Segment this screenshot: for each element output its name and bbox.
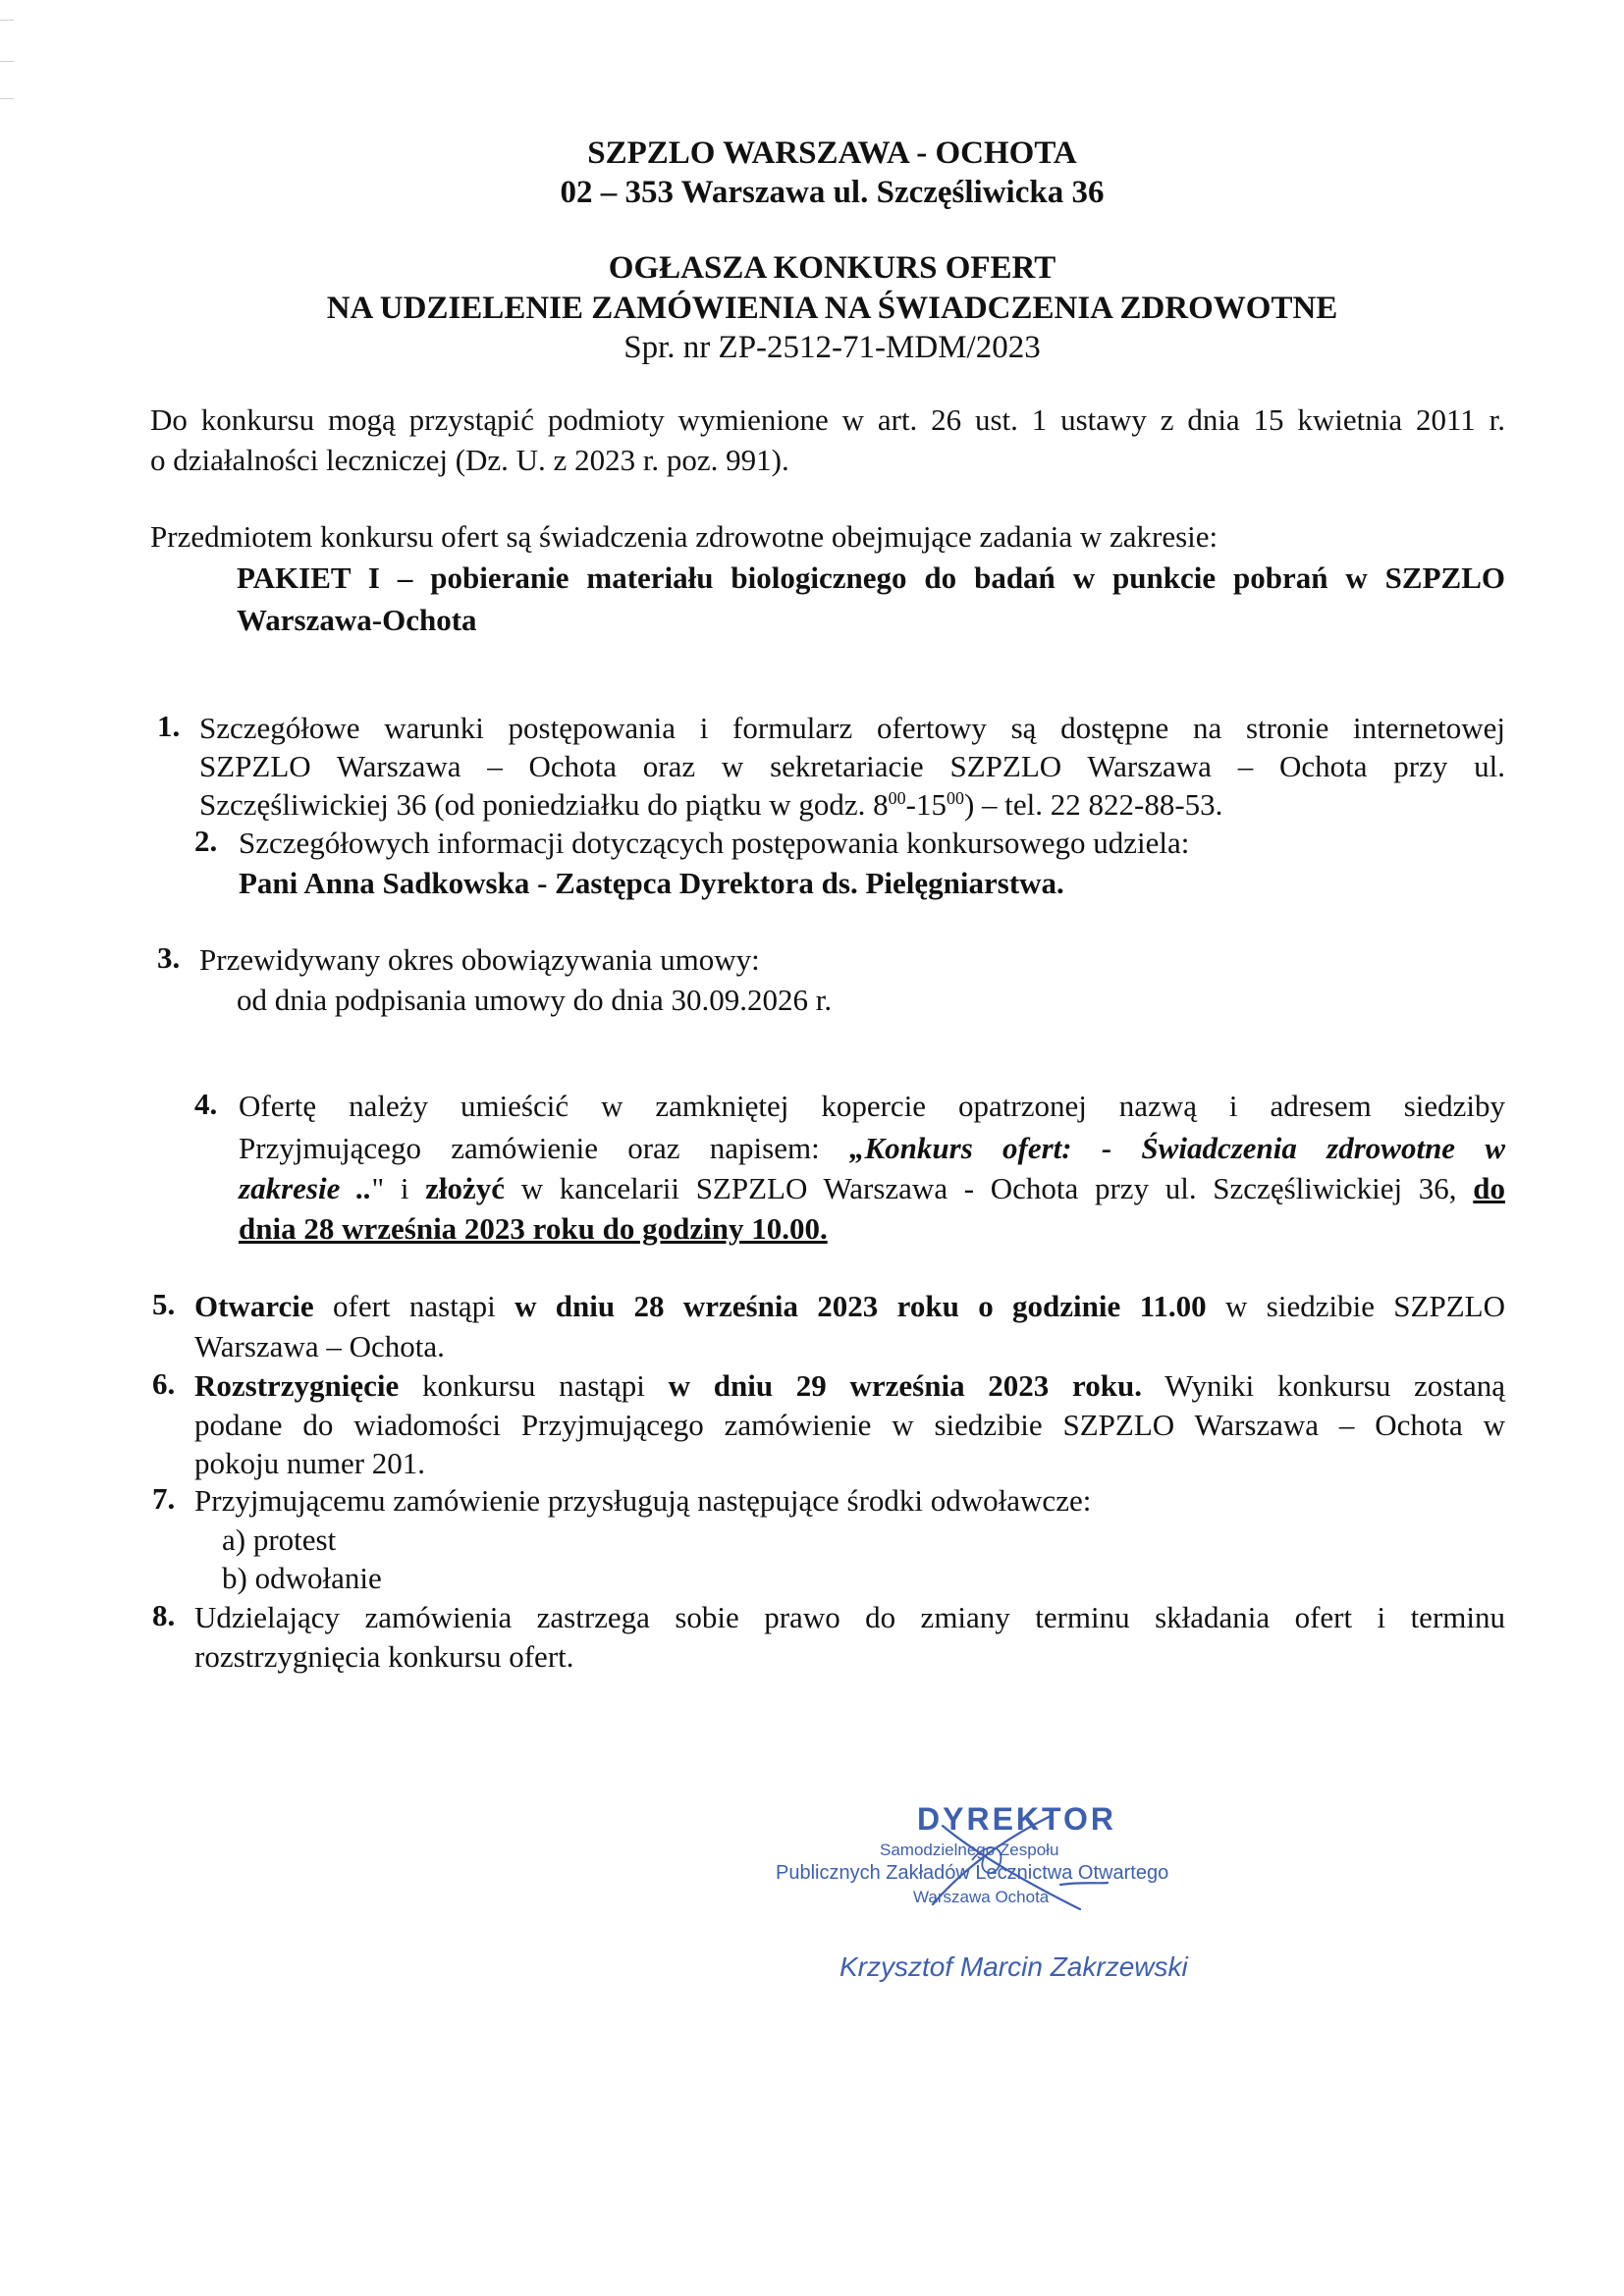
item-number: 5. [152, 1287, 176, 1321]
item-4-text: Przyjmującego zamówienie oraz napisem: [239, 1131, 849, 1165]
intro-line-2: o działalności leczniczej (Dz. U. z 2023 r. poz. 991). [150, 443, 789, 477]
item-1-phone: ) – tel. 22 822-88-53. [963, 787, 1223, 822]
stamp-line: Samodzielnego Zespołu [880, 1841, 1059, 1859]
item-6-line-2: podane do wiadomości Przyjmującego zamówienie w siedzibie SZPZLO Warszawa – Ochota w [194, 1408, 1505, 1442]
stamp-title: DYREKTOR [917, 1801, 1116, 1837]
scan-edge-mark [0, 20, 14, 21]
item-6-resolution-date: w dniu 29 września 2023 roku. [668, 1368, 1142, 1403]
item-7-line-1: Przyjmującemu zamówienie przysługują następujące środki odwoławcze: [194, 1483, 1092, 1518]
item-1-hours-text: -15 [905, 787, 947, 822]
org-name: SZPZLO WARSZAWA - OCHOTA [587, 135, 1077, 171]
item-6-line-1 [194, 1366, 1505, 1406]
item-8-line-2: rozstrzygnięcia konkursu ofert. [194, 1639, 574, 1674]
package-title-line-2: Warszawa-Ochota [237, 603, 477, 637]
announcement-title: OGŁASZA KONKURS OFERT [608, 250, 1056, 286]
item-number: 6. [152, 1366, 176, 1401]
item-3-line-2: od dnia podpisania umowy do dnia 30.09.2026 r. [237, 983, 833, 1017]
item-1-hours-text: Szczęśliwickiej 36 (od poniedziałku do piątku w godz. 8 [199, 787, 889, 822]
item-5-opening-label: Otwarcie [194, 1289, 314, 1323]
item-number: 7. [152, 1481, 176, 1516]
item-3-line-1: Przewidywany okres obowiązywania umowy: [199, 942, 760, 977]
item-4-deadline: dnia 28 września 2023 roku do godziny 10.00. [239, 1211, 828, 1246]
item-1-line-1: Szczegółowe warunki postępowania i formularz ofertowy są dostępne na stronie internetowej [199, 711, 1505, 745]
item-2-contact-person: Pani Anna Sadkowska - Zastępca Dyrektora ds. Pielęgniarstwa. [239, 866, 1064, 900]
stamp-line: Publicznych Zakładów Lecznictwa Otwartego [776, 1862, 1169, 1884]
item-6-resolution-label: Rozstrzygnięcie [194, 1368, 400, 1403]
item-4-text: " i [371, 1171, 426, 1205]
item-number: 8. [152, 1598, 176, 1632]
item-number: 3. [157, 940, 181, 975]
item-5-opening-date: w dniu 28 września 2023 roku o godzinie 11.00 [514, 1289, 1207, 1323]
director-stamp [776, 1801, 1267, 1929]
stamp-line: Warszawa Ochota [913, 1888, 1050, 1906]
item-1-hours-sup: 00 [888, 788, 906, 808]
item-1-line-2: SZPZLO Warszawa – Ochota oraz w sekretariacie SZPZLO Warszawa – Ochota przy ul. [199, 749, 1505, 783]
item-7-option-a: a) protest [222, 1522, 337, 1557]
package-title-line-1: PAKIET I – pobieranie materiału biologicznego do badań w punkcie pobrań w SZPZLO [237, 561, 1505, 595]
item-5-text: ofert nastąpi [313, 1289, 515, 1323]
item-7-option-b: b) odwołanie [222, 1561, 382, 1595]
scan-edge-mark [0, 61, 14, 62]
item-6-text: Wyniki konkursu zostaną [1141, 1368, 1505, 1403]
item-number: 4. [194, 1087, 218, 1121]
item-8-line-1: Udzielający zamówienia zastrzega sobie prawo do zmiany terminu składania ofert i terminu [194, 1600, 1505, 1634]
intro-line-1: Do konkursu mogą przystąpić podmioty wymienione w art. 26 ust. 1 ustawy z dnia 15 kwietnia 2011 r. [150, 402, 1505, 437]
item-1-line-3 [199, 785, 1222, 825]
item-4-line-2 [239, 1129, 1505, 1168]
item-6-text: konkursu nastąpi [399, 1368, 669, 1403]
item-4-line-3 [239, 1169, 1505, 1208]
item-1-hours-sup: 00 [946, 788, 964, 808]
item-4-envelope-label: „Konkurs ofert: - Świadczenia zdrowotne w [848, 1131, 1505, 1165]
item-4-line-1: Ofertę należy umieścić w zamkniętej kopercie opatrzonej nazwą i adresem siedziby [239, 1089, 1505, 1123]
item-4-submit-verb: złożyć [425, 1171, 506, 1205]
scan-edge-mark [0, 98, 14, 99]
item-6-line-3: pokoju numer 201. [194, 1446, 426, 1480]
item-number: 2. [194, 824, 218, 858]
scope-line: Przedmiotem konkursu ofert są świadczenia zdrowotne obejmujące zadania w zakresie: [150, 519, 1218, 554]
item-4-deadline: do [1473, 1171, 1505, 1205]
item-5-line-1 [194, 1287, 1505, 1326]
item-number: 1. [157, 709, 181, 743]
item-2-line-1: Szczegółowych informacji dotyczących postępowania konkursowego udziela: [239, 826, 1190, 860]
item-4-text: w kancelarii SZPZLO Warszawa - Ochota przy ul. Szczęśliwickiej 36, [505, 1171, 1474, 1205]
item-4-envelope-label: zakresie .. [239, 1171, 372, 1205]
handwritten-signature [913, 1811, 1110, 1919]
item-5-line-2: Warszawa – Ochota. [194, 1329, 445, 1363]
org-address: 02 – 353 Warszawa ul. Szczęśliwicka 36 [560, 175, 1105, 210]
reference-number: Spr. nr ZP-2512-71-MDM/2023 [623, 330, 1041, 365]
director-name: Krzysztof Marcin Zakrzewski [839, 1951, 1188, 1982]
announcement-subject: NA UDZIELENIE ZAMÓWIENIA NA ŚWIADCZENIA ZDROWOTNE [326, 291, 1338, 326]
item-5-text: w siedzibie SZPZLO [1206, 1289, 1505, 1323]
